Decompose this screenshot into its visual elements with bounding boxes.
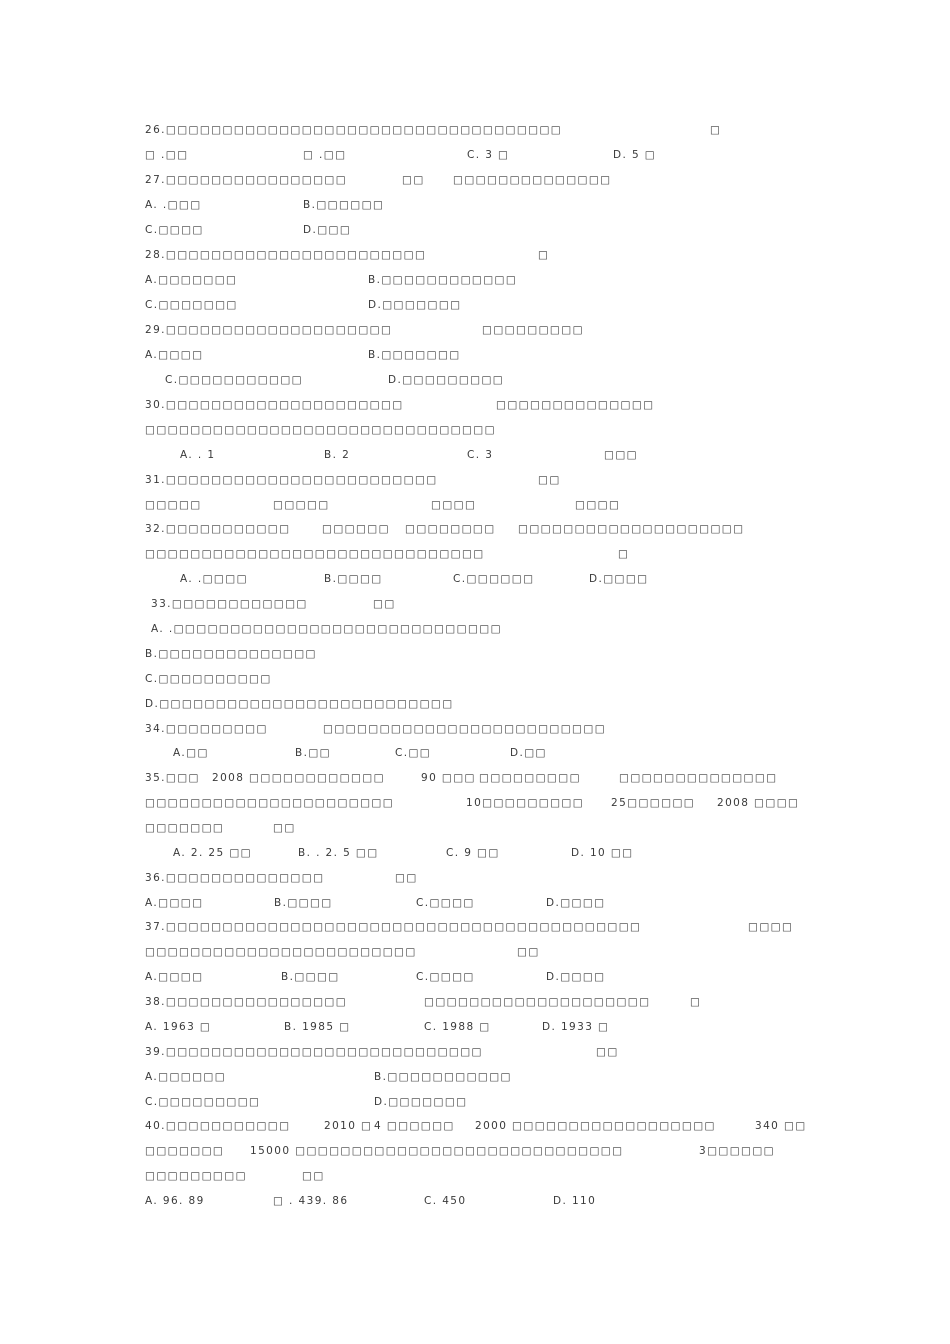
question-26-option-b: □ .□□ bbox=[303, 149, 347, 161]
question-27-bracket: □□ bbox=[402, 174, 425, 186]
question-35-stem-line2-part2: 10□□□□□□□□□ bbox=[466, 797, 585, 809]
question-36-option-a: A.□□□□ bbox=[145, 897, 204, 909]
question-30-stem-tail: □□□□□□□□□□□□□□ bbox=[496, 399, 655, 411]
question-29-option-b: B.□□□□□□□ bbox=[368, 349, 461, 361]
question-40-stem-line3: □□□□□□□□□ bbox=[145, 1170, 247, 1182]
question-33-stem: 33.□□□□□□□□□□□□ bbox=[151, 598, 308, 610]
question-37-stem: 37.□□□□□□□□□□□□□□□□□□□□□□□□□□□□□□□□□□□□□□□□□□ bbox=[145, 921, 642, 933]
question-32-bracket: □ bbox=[618, 548, 630, 560]
question-30-stem: 30.□□□□□□□□□□□□□□□□□□□□□ bbox=[145, 399, 404, 411]
question-35-stem-line3: □□□□□□□ bbox=[145, 822, 225, 834]
question-36-option-b: B.□□□□ bbox=[274, 897, 333, 909]
question-34-option-d: D.□□ bbox=[510, 747, 547, 759]
question-40-stem-line2-part2: 15000 □□□□□□□□□□□□□□□□□□□□□□□□□□□□□ bbox=[250, 1145, 624, 1157]
question-33-option-d: D.□□□□□□□□□□□□□□□□□□□□□□□□□□ bbox=[145, 698, 454, 710]
question-35-option-b: B. . 2. 5 □□ bbox=[298, 847, 379, 859]
question-40-stem: 40.□□□□□□□□□□□ bbox=[145, 1120, 291, 1132]
question-38-option-b: B. 1985 □ bbox=[284, 1021, 351, 1033]
question-38-option-a: A. 1963 □ bbox=[145, 1021, 212, 1033]
question-32-stem: 32.□□□□□□□□□□□ bbox=[145, 523, 291, 535]
question-32-option-c: C.□□□□□□ bbox=[453, 573, 535, 585]
question-33-option-c: C.□□□□□□□□□□ bbox=[145, 673, 272, 685]
question-31-stem: 31.□□□□□□□□□□□□□□□□□□□□□□□□ bbox=[145, 474, 438, 486]
question-28-stem: 28.□□□□□□□□□□□□□□□□□□□□□□□ bbox=[145, 249, 427, 261]
question-38-bracket: □ bbox=[690, 996, 702, 1008]
question-27-option-a: A. .□□□ bbox=[145, 199, 202, 211]
question-36-bracket: □□ bbox=[395, 872, 418, 884]
question-31-option-d: □□□□ bbox=[575, 499, 621, 511]
question-27-option-d: D.□□□ bbox=[303, 224, 352, 236]
question-27-stem: 27.□□□□□□□□□□□□□□□□ bbox=[145, 174, 348, 186]
question-27-option-c: C.□□□□ bbox=[145, 224, 204, 236]
question-29-option-d: D.□□□□□□□□□ bbox=[388, 374, 505, 386]
question-37-option-d: D.□□□□ bbox=[546, 971, 606, 983]
question-29-option-a: A.□□□□ bbox=[145, 349, 204, 361]
question-34-stem: 34.□□□□□□□□□ bbox=[145, 723, 268, 735]
question-36-option-d: D.□□□□ bbox=[546, 897, 606, 909]
question-35-stem-line2-part3: 25□□□□□□ bbox=[611, 797, 696, 809]
question-26-option-d: D. 5 □ bbox=[613, 149, 657, 161]
question-40-option-c: C. 450 bbox=[424, 1195, 467, 1207]
question-39-option-a: A.□□□□□□ bbox=[145, 1071, 227, 1083]
question-33-option-b: B.□□□□□□□□□□□□□□ bbox=[145, 648, 317, 660]
question-28-option-b: B.□□□□□□□□□□□□ bbox=[368, 274, 518, 286]
question-27-option-b: B.□□□□□□ bbox=[303, 199, 385, 211]
question-39-bracket: □□ bbox=[596, 1046, 619, 1058]
question-37-option-a: A.□□□□ bbox=[145, 971, 204, 983]
question-32-stem-line2: □□□□□□□□□□□□□□□□□□□□□□□□□□□□□□ bbox=[145, 548, 485, 560]
question-26-option-a: □ .□□ bbox=[145, 149, 189, 161]
question-28-option-c: C.□□□□□□□ bbox=[145, 299, 238, 311]
question-35-option-c: C. 9 □□ bbox=[446, 847, 500, 859]
question-34-stem-tail: □□□□□□□□□□□□□□□□□□□□□□□□□ bbox=[323, 723, 607, 735]
question-40-bracket: □□ bbox=[302, 1170, 325, 1182]
question-40-stem-part5: 340 □□ bbox=[755, 1120, 807, 1132]
question-29-option-c: C.□□□□□□□□□□□ bbox=[165, 374, 303, 386]
question-30-option-c: C. 3 bbox=[467, 449, 494, 461]
question-29-stem-tail: □□□□□□□□□ bbox=[482, 324, 584, 336]
question-35-stem-part3: 90 □□□ bbox=[421, 772, 476, 784]
question-35-stem-part2: 2008 □□□□□□□□□□□□ bbox=[212, 772, 385, 784]
question-38-option-d: D. 1933 □ bbox=[542, 1021, 610, 1033]
question-35-option-d: D. 10 □□ bbox=[571, 847, 634, 859]
question-28-option-d: D.□□□□□□□ bbox=[368, 299, 462, 311]
question-31-bracket: □□ bbox=[538, 474, 561, 486]
question-30-option-d: □□□ bbox=[604, 449, 638, 461]
question-35-stem-part5: □□□□□□□□□□□□□□ bbox=[619, 772, 778, 784]
question-37-stem-tail: □□□□ bbox=[748, 921, 794, 933]
question-33-bracket: □□ bbox=[373, 598, 396, 610]
question-39-stem: 39.□□□□□□□□□□□□□□□□□□□□□□□□□□□□ bbox=[145, 1046, 483, 1058]
question-34-option-b: B.□□ bbox=[295, 747, 331, 759]
question-27-stem-tail: □□□□□□□□□□□□□□ bbox=[453, 174, 612, 186]
question-26-option-c: C. 3 □ bbox=[467, 149, 510, 161]
question-31-option-b: □□□□□ bbox=[273, 499, 330, 511]
question-34-option-a: A.□□ bbox=[173, 747, 209, 759]
question-36-stem: 36.□□□□□□□□□□□□□□ bbox=[145, 872, 325, 884]
question-37-option-b: B.□□□□ bbox=[281, 971, 340, 983]
question-38-option-c: C. 1988 □ bbox=[424, 1021, 491, 1033]
question-38-stem: 38.□□□□□□□□□□□□□□□□ bbox=[145, 996, 348, 1008]
question-35-stem-line2: □□□□□□□□□□□□□□□□□□□□□□ bbox=[145, 797, 395, 809]
question-33-option-a: A. .□□□□□□□□□□□□□□□□□□□□□□□□□□□□□ bbox=[151, 623, 502, 635]
question-40-stem-part4: 2000 □□□□□□□□□□□□□□□□□□ bbox=[475, 1120, 716, 1132]
question-32-stem-part2: □□□□□□ bbox=[322, 523, 390, 535]
question-35-bracket: □□ bbox=[273, 822, 296, 834]
question-40-stem-part3: 4 □□□□□□ bbox=[374, 1120, 455, 1132]
question-40-stem-part2: 2010 □ bbox=[324, 1120, 373, 1132]
question-32-stem-tail: □□□□□□□□□□□□□□□□□□□□ bbox=[518, 523, 745, 535]
question-32-option-a: A. .□□□□ bbox=[180, 573, 248, 585]
question-35-stem-line2-part4: 2008 □□□□ bbox=[717, 797, 800, 809]
question-28-option-a: A.□□□□□□□ bbox=[145, 274, 238, 286]
question-40-option-d: D. 110 bbox=[553, 1195, 597, 1207]
question-32-option-d: D.□□□□ bbox=[589, 573, 649, 585]
question-30-option-b: B. 2 bbox=[324, 449, 351, 461]
question-35-option-a: A. 2. 25 □□ bbox=[173, 847, 252, 859]
question-40-option-b: □ . 439. 86 bbox=[273, 1195, 349, 1207]
question-39-option-b: B.□□□□□□□□□□□ bbox=[374, 1071, 512, 1083]
question-29-stem: 29.□□□□□□□□□□□□□□□□□□□□ bbox=[145, 324, 393, 336]
question-28-bracket: □ bbox=[538, 249, 550, 261]
question-31-option-a: □□□□□ bbox=[145, 499, 202, 511]
question-26-stem: 26.□□□□□□□□□□□□□□□□□□□□□□□□□□□□□□□□□□□ bbox=[145, 124, 563, 136]
question-31-option-c: □□□□ bbox=[431, 499, 477, 511]
question-30-option-a: A. . 1 bbox=[180, 449, 216, 461]
question-40-stem-line2: □□□□□□□ bbox=[145, 1145, 225, 1157]
question-37-bracket: □□ bbox=[517, 946, 540, 958]
question-35-stem: 35.□□□ bbox=[145, 772, 200, 784]
question-40-option-a: A. 96. 89 bbox=[145, 1195, 205, 1207]
question-37-option-c: C.□□□□ bbox=[416, 971, 475, 983]
question-39-option-d: D.□□□□□□□ bbox=[374, 1096, 468, 1108]
question-34-option-c: C.□□ bbox=[395, 747, 432, 759]
question-38-stem-part2: □□□□□□□□□□□□□□□□□□□□ bbox=[424, 996, 651, 1008]
question-39-option-c: C.□□□□□□□□□ bbox=[145, 1096, 261, 1108]
question-36-option-c: C.□□□□ bbox=[416, 897, 475, 909]
question-30-stem-line2: □□□□□□□□□□□□□□□□□□□□□□□□□□□□□□□ bbox=[145, 424, 496, 436]
question-40-stem-line2-part3: 3□□□□□□ bbox=[699, 1145, 776, 1157]
question-35-stem-part4: □□□□□□□□□ bbox=[479, 772, 581, 784]
question-26-bracket: □ bbox=[710, 124, 722, 136]
question-32-stem-part3: □□□□□□□□ bbox=[405, 523, 496, 535]
question-37-stem-line2: □□□□□□□□□□□□□□□□□□□□□□□□ bbox=[145, 946, 417, 958]
question-32-option-b: B.□□□□ bbox=[324, 573, 383, 585]
